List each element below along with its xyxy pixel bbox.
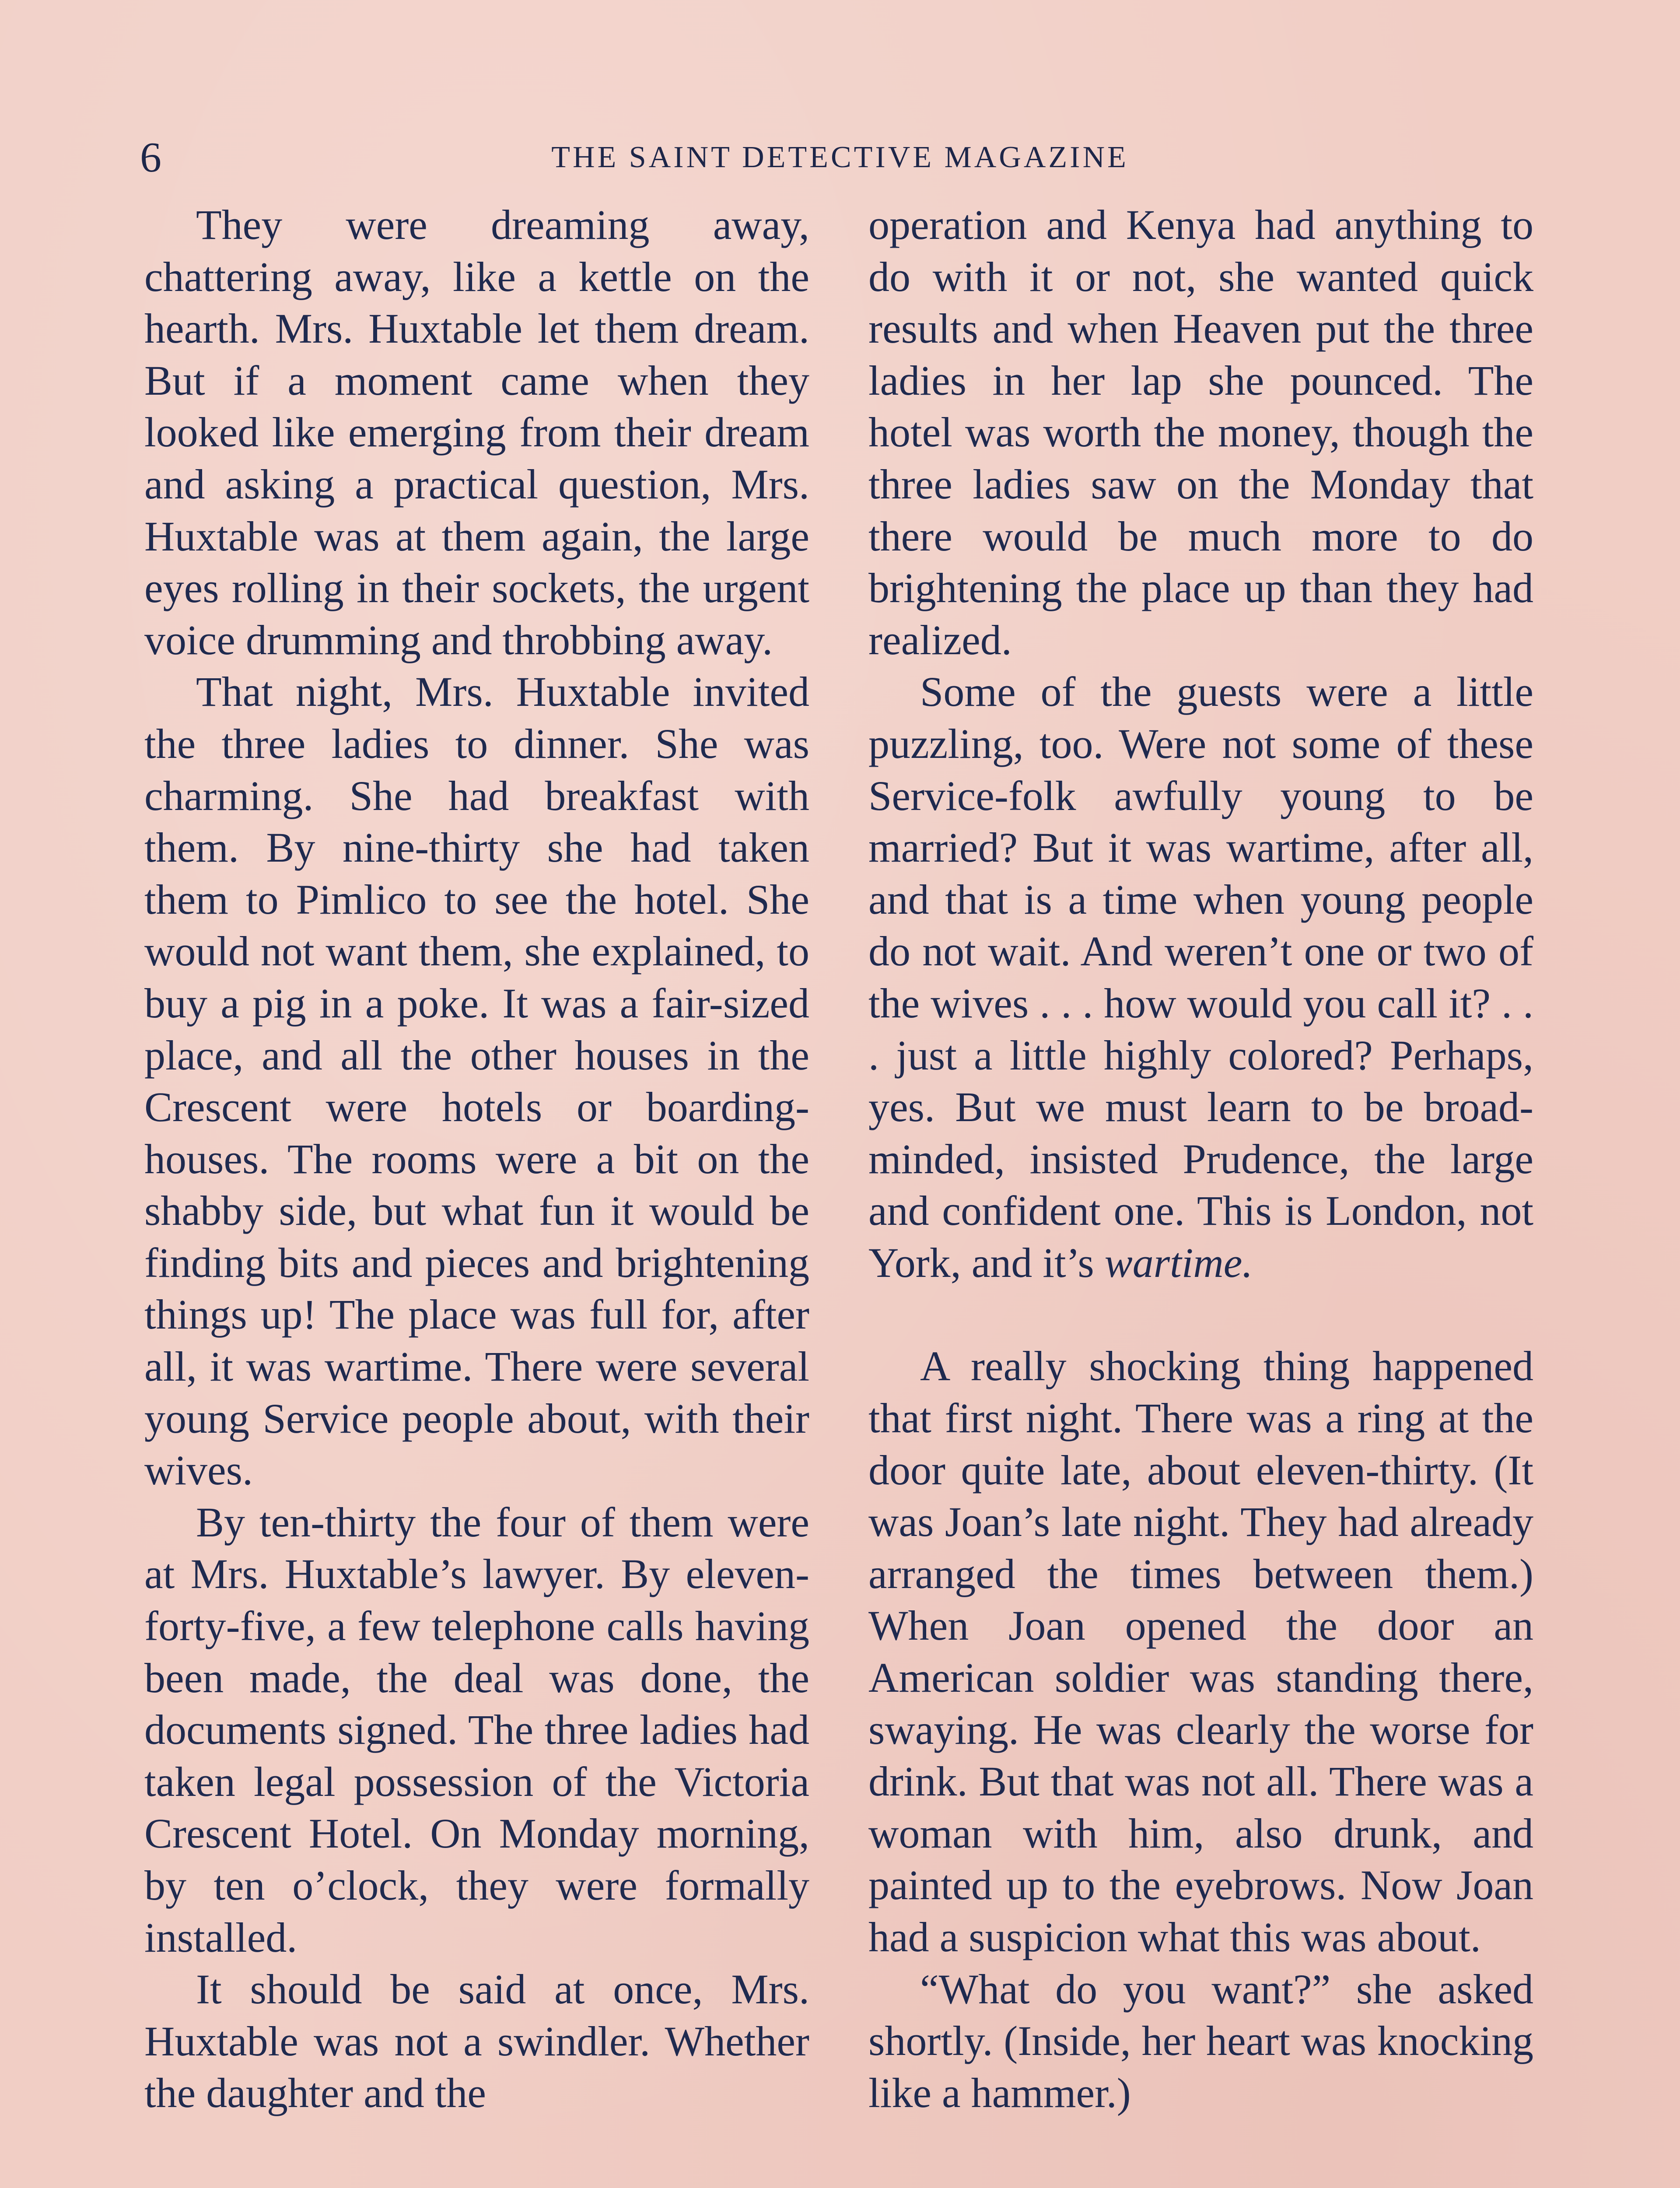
italic-word: wartime. [1104,1239,1253,1286]
paragraph-text: Some of the guests were a little puzzling, too. Were not some of these Service-folk awfully young to be married? But it was wartime, after all, and that is a time when young people do not wait. And weren’t one or two of the wives . . . how would you call it? . . . just a little highly colored? Perhaps, yes. But we must learn to be broad-minded, insisted Prudence, the large and confident one. This is London, not York, and it’s [868,668,1533,1286]
paragraph: It should be said at once, Mrs. Huxtable was not a swindler. Whether the daughter and the [144,1966,809,2117]
paragraph [868,666,1533,1289]
paragraph: They were dreaming away, chattering away, like a kettle on the hearth. Mrs. Huxtable let them dream. But if a moment came when they looked like emerging from their dream and asking a practical question, Mrs. Huxtable was at them again, the large eyes rolling in their sockets, the urgent voice drumming and throbbing away. [144,201,809,663]
paragraph: That night, Mrs. Huxtable invited the three ladies to dinner. She was charming. She had breakfast with them. By nine-thirty she had taken them to Pimlico to see the hotel. She would not want them, she explained, to buy a pig in a poke. It was a fair-sized place, and all the other houses in the Crescent were hotels or boarding-houses. The rooms were a bit on the shabby side, but what fun it would be finding bits and pieces and brightening things up! The place was full for, after all, it was wartime. There were several young Service people about, with their wives. [144,668,809,1494]
right-column [868,199,1533,2119]
page-header [140,131,1540,184]
page-number: 6 [140,134,161,181]
paragraph: By ten-thirty the four of them were at Mrs. Huxtable’s lawyer. By eleven-forty-five, a few telephone calls having been made, the deal was done, the documents signed. The three ladies had taken legal possession of the Victoria Crescent Hotel. On Monday morning, by ten o’clock, they were formally installed. [144,1498,809,1961]
left-column [144,199,809,2119]
paragraph: A really shocking thing happened that first night. There was a ring at the door quite late, about eleven-thirty. (It was Joan’s late night. They had already arranged the times between them.) When Joan opened the door an American soldier was standing there, swaying. He was clearly the worse for drink. But that was not all. There was a woman with him, also drunk, and painted up to the eyebrows. Now Joan had a suspicion what this was about. [868,1343,1533,1960]
paragraph-continuation: operation and Kenya had anything to do with it or not, she wanted quick results and when Heaven put the three ladies in her lap she pounced. The hotel was worth the money, though the three ladies saw on the Monday that there would be much more to do brightening the place up than they had realized. [868,201,1533,663]
paragraph: “What do you want?” she asked shortly. (Inside, her heart was knocking like a hammer.) [868,1965,1533,2116]
running-head: THE SAINT DETECTIVE MAGAZINE [551,140,1129,174]
